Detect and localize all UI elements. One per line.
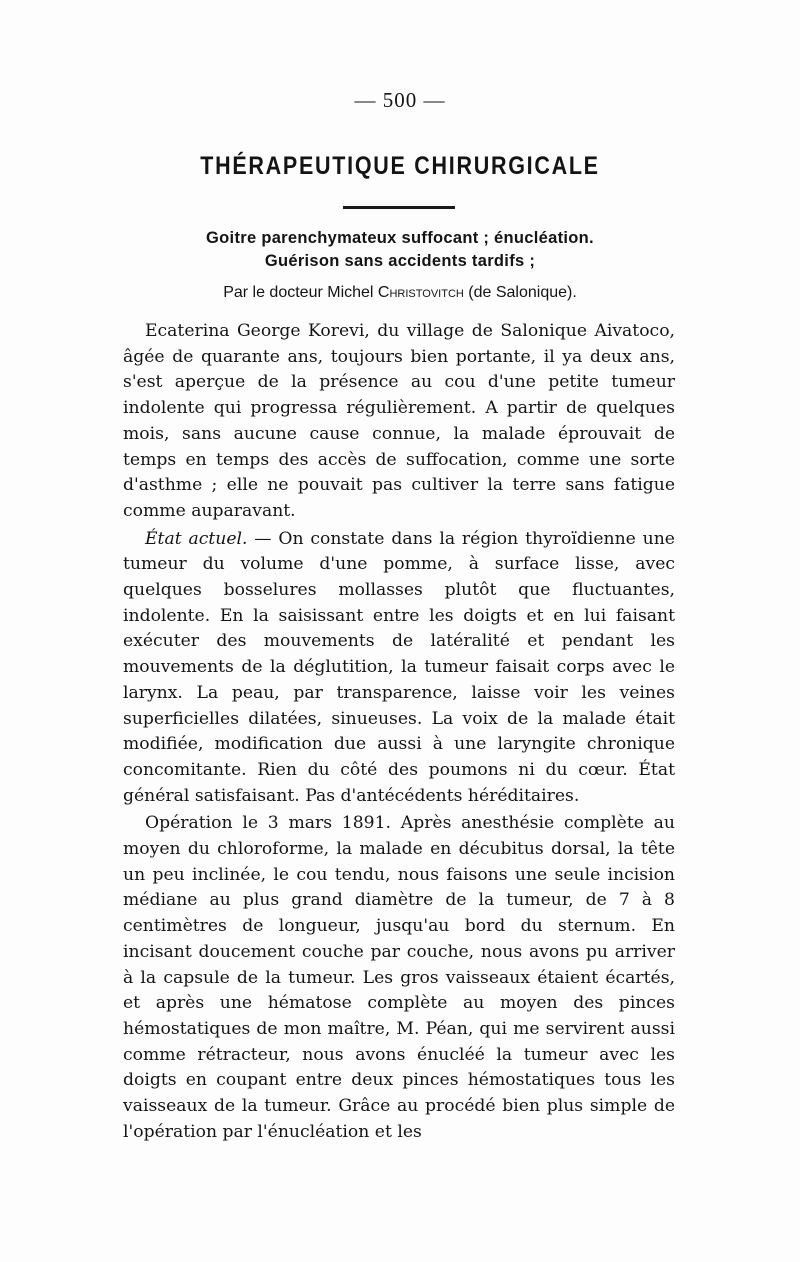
paragraph-current-state	[123, 527, 675, 810]
author-byline	[0, 284, 800, 302]
current-state-label: État actuel.	[145, 528, 248, 549]
title-divider	[343, 206, 455, 209]
author-name: Christovitch	[377, 284, 464, 301]
article-body	[123, 319, 675, 1146]
section-title: THÉRAPEUTIQUE CHIRURGICALE	[200, 152, 600, 180]
author-prefix: Par le docteur Michel	[223, 284, 378, 301]
page-number: — 500 —	[354, 88, 446, 112]
article-title-line-1: Goitre parenchymateux suffocant ; énucléation.	[206, 229, 594, 247]
article-title-line-2: Guérison sans accidents tardifs ;	[264, 252, 536, 270]
author-suffix: (de Salonique).	[463, 284, 577, 301]
current-state-text: — On constate dans la région thyroïdienne une tumeur du volume d'une pomme, à surface lisse, avec quelques bosselures mollasses plutôt que fluctuantes, indolente. En la saisissant entre les doigts et en lui faisant exécuter des mouvements de latéralité et pendant les mouvements de la déglutition, la tumeur faisait corps avec le larynx. La peau, par transparence, laisse voir les veines superficielles dilatées, sinueuses. La voix de la malade était modifiée, modification due aussi à une laryngite chronique concomitante. Rien du côté des poumons ni du cœur. État général satisfaisant. Pas d'antécédents héréditaires.	[123, 528, 675, 806]
paragraph-history: Ecaterina George Korevi, du village de Salonique Aivatoco, âgée de quarante ans, toujours bien portante, il ya deux ans, s'est aperçue de la présence au cou d'une petite tumeur indolente qui progressa régulièrement. A partir de quelques mois, sans aucune cause connue, la malade éprouvait de temps en temps des accès de suffocation, comme une sorte d'asthme ; elle ne pouvait pas cultiver la terre sans fatigue comme auparavant.	[123, 321, 675, 521]
paragraph-operation: Opération le 3 mars 1891. Après anesthésie complète au moyen du chloroforme, la malade en décubitus dorsal, la tête un peu inclinée, le cou tendu, nous faisons une seule incision médiane au plus grand diamètre de la tumeur, de 7 à 8 centimètres de longueur, jusqu'au bord du sternum. En incisant doucement couche par couche, nous avons pu arriver à la capsule de la tumeur. Les gros vaisseaux étaient écartés, et après une hématose complète au moyen des pinces hémostatiques de mon maître, M. Péan, qui me servirent aussi comme rétracteur, nous avons énucléé la tumeur avec les doigts en coupant entre deux pinces hémostatiques tous les vaisseaux de la tumeur. Grâce au procédé bien plus simple de l'opération par l'énucléation et les	[123, 813, 675, 1142]
